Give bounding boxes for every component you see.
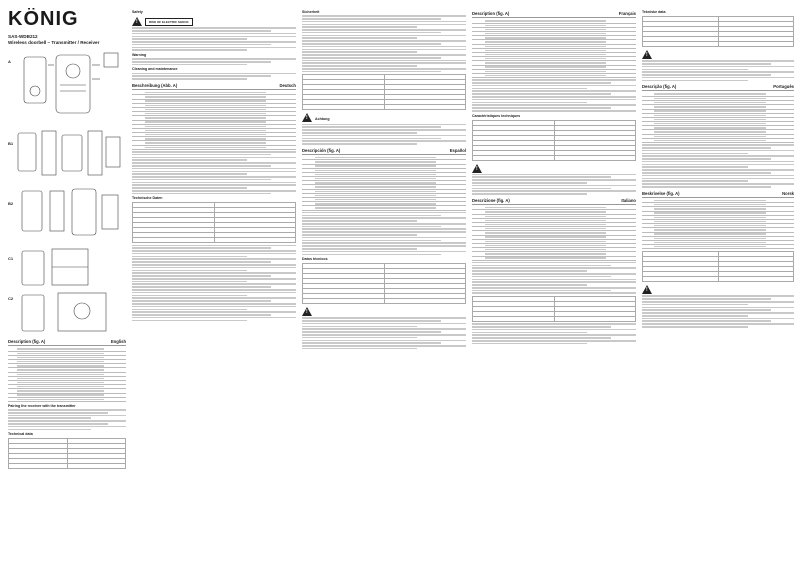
warning-block-de: ! Achtung: [302, 113, 466, 122]
warning-block-no: [642, 285, 794, 294]
tech-heading-de: Technische Daten: [132, 196, 163, 201]
parts-heading-es: Descripción (fig. A) Español: [302, 147, 466, 153]
tech-heading-es: Datos técnicos: [302, 257, 328, 262]
parts-table-en: [8, 347, 126, 402]
warning-heading: Warning: [132, 53, 147, 58]
warning-triangle-icon: !: [472, 164, 482, 173]
parts-heading-pt: Descrição (fig. A) Português: [642, 84, 794, 90]
warning-triangle-icon: !: [302, 307, 312, 316]
column-english: [8, 8, 126, 560]
tech-table-en: [8, 438, 126, 469]
safety-heading-de: Sicherheit: [302, 10, 320, 14]
cleaning-heading: Cleaning and maintenance: [132, 67, 178, 72]
warning-badge: RISK OF ELECTRIC SHOCK: [145, 18, 193, 26]
tech-table-no: [642, 251, 794, 282]
tech-table-de: [132, 202, 296, 243]
warning-triangle-icon: !: [642, 50, 652, 59]
product-drawings: [8, 51, 126, 336]
parts-table-pt: [642, 92, 794, 143]
parts-table-es: [302, 156, 466, 211]
warning-block: [132, 17, 296, 26]
model-number: SAS-WDB212: [8, 34, 38, 39]
tech-heading-top: Tekniske data: [642, 10, 666, 14]
warning-block-es: [302, 307, 466, 316]
warning-block-pt: [642, 50, 794, 59]
device-illustrations: [8, 51, 126, 336]
column-deutsch-espanol: [302, 8, 466, 560]
tech-table-it: [472, 296, 636, 322]
tech-heading-fr: Caractéristiques techniques: [472, 113, 521, 118]
brand-logo: KÖNIG: [8, 8, 79, 30]
tech-heading-en: Technical data: [8, 432, 33, 437]
warning-triangle-icon: !: [302, 113, 312, 122]
tech-table-es: [302, 263, 466, 304]
warning-triangle-icon: !: [642, 285, 652, 294]
tech-table-es-top: [302, 74, 466, 110]
parts-heading-no: Beskrivelse (fig. A) Norsk: [642, 190, 794, 196]
parts-heading-fr: Description (fig. A) Français: [472, 11, 636, 16]
parts-table-de: [132, 91, 296, 150]
safety-heading: Safety: [132, 10, 143, 14]
column-safety-deutsch: [132, 8, 296, 560]
column-francais-italiano: [472, 8, 636, 560]
warning-triangle-icon: !: [132, 17, 142, 26]
drawing-label-a: A: [8, 59, 11, 64]
tech-table-top: [642, 16, 794, 47]
parts-table-no: [642, 199, 794, 250]
parts-table-it: [472, 206, 636, 261]
parts-heading-en: Description (fig. A) English: [8, 339, 126, 344]
parts-heading-de: Beschreibung (Abb. A) Deutsch: [132, 82, 296, 88]
pairing-heading-en: Pairing the receiver with the transmitter: [8, 403, 76, 408]
parts-heading-it: Descrizione (fig. A) Italiano: [472, 197, 636, 203]
drawing-label-b1: B1: [8, 141, 14, 146]
parts-table-fr: [472, 19, 636, 78]
tech-table-fr: [472, 120, 636, 161]
column-portugues-norsk: [642, 8, 794, 560]
drawing-label-c1: C1: [8, 256, 14, 261]
drawing-label-c2: C2: [8, 296, 14, 301]
warning-block-fr: [472, 164, 636, 173]
product-subtitle: Wireless doorbell – Transmitter / Receiver: [8, 40, 100, 45]
drawing-label-b2: B2: [8, 201, 14, 206]
